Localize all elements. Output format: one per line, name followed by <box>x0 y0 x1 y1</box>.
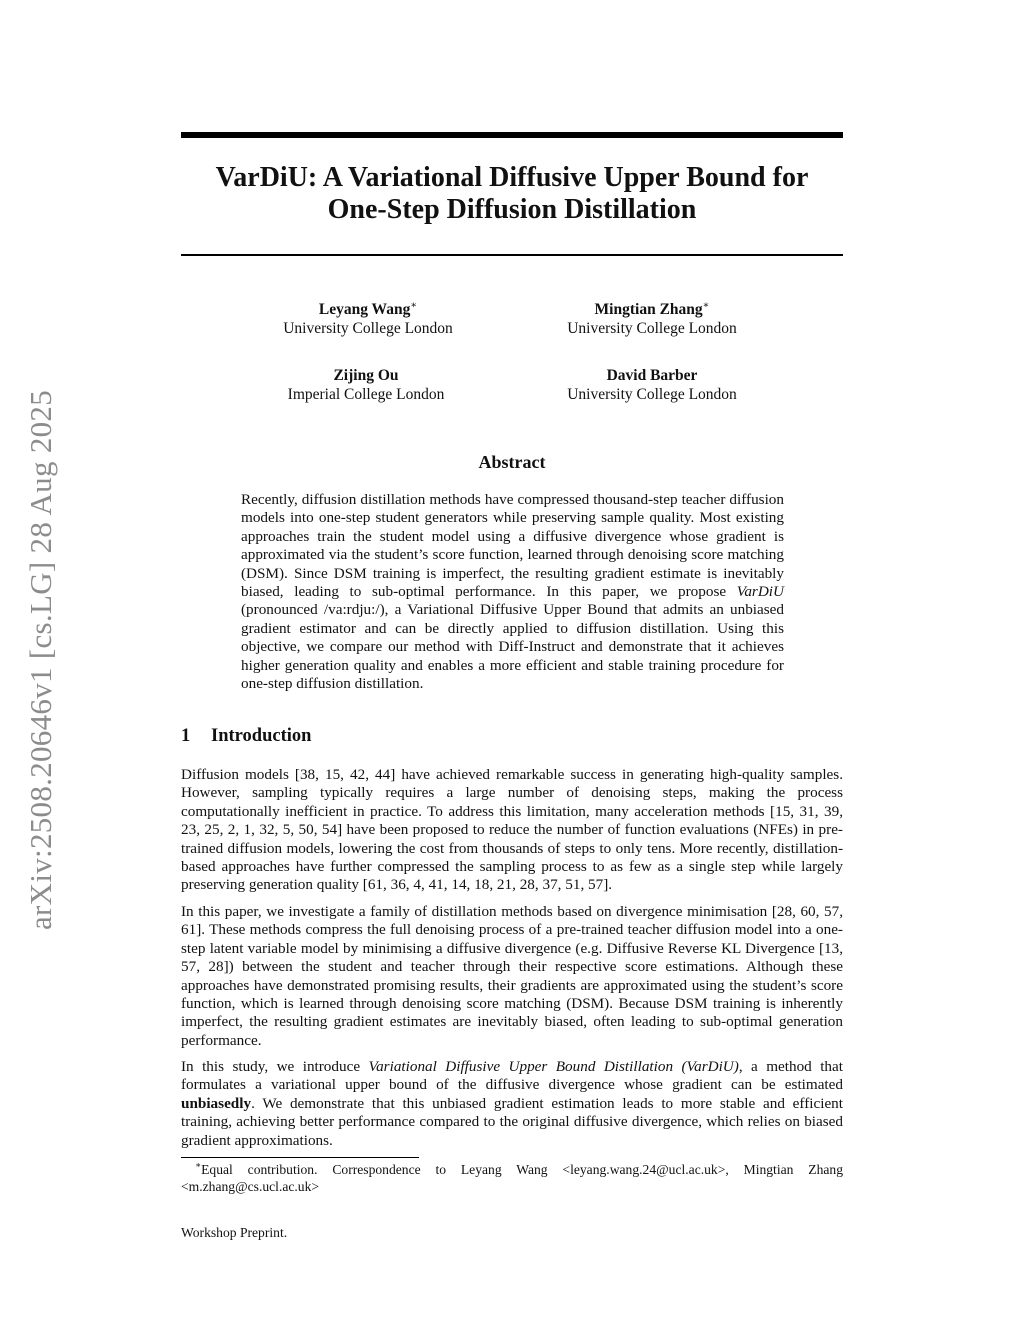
abstract-part-2: (pronounced /va:rdju:/), a Variational Diffusive Upper Bound that admits an unbiased gradient estimator and can be directly applied to diffusion distillation. Using this objective, we compare our method with Diff-Instruct and demonstrate that it achieves higher generation quality and enables a more efficient and stable training procedure for one-step diffusion distillation. <box>241 601 784 693</box>
section-title: Introduction <box>211 726 312 746</box>
author-name: David Barber <box>606 367 698 384</box>
abstract-text <box>241 491 784 693</box>
author-block <box>218 300 518 338</box>
arxiv-identifier: arXiv:2508.20646v1 [cs.LG] 28 Aug 2025 <box>23 389 58 931</box>
author-name-line <box>218 300 518 319</box>
p3-method-name: Variational Diffusive Upper Bound Distillation (VarDiU) <box>368 1058 739 1075</box>
equal-contribution-mark: ∗ <box>702 299 710 311</box>
author-block <box>502 300 802 338</box>
title-line-1: VarDiU: A Variational Diffusive Upper Bound for <box>215 162 809 193</box>
paper-title <box>181 162 843 226</box>
preprint-note: Workshop Preprint. <box>181 1225 288 1240</box>
section-number: 1 <box>181 726 191 746</box>
footnote-text: Equal contribution. Correspondence to Leyang Wang <leyang.wang.24@ucl.ac.uk>, Mingtian Zhang <m.zhang@cs.ucl.ac.uk> <box>181 1162 843 1194</box>
section-heading-introduction <box>181 726 311 747</box>
author-name: Zijing Ou <box>333 367 399 384</box>
abstract-part-1: Recently, diffusion distillation methods have compressed thousand-step teacher diffusion models into one-step student generators while preserving sample quality. Most existing approaches train the student model using a diffusive divergence whose gradient is approximated via the student’s score function, learned through denoising score matching (DSM). Since DSM training is imperfect, the resulting gradient estimate is inevitably biased, leading to sub-optimal performance. In this paper, we propose <box>241 491 784 601</box>
author-name: Mingtian Zhang <box>594 301 703 318</box>
footnote <box>181 1161 843 1195</box>
intro-paragraph-1: Diffusion models [38, 15, 42, 44] have achieved remarkable success in generating high-quality samples. However, sampling typically requires a large number of denoising steps, making the process computationally inefficient in practice. To address this limitation, many acceleration methods [15, 31, 39, 23, 25, 2, 1, 32, 5, 50, 54] have been proposed to reduce the number of function evaluations (NFEs) in pre-trained diffusion models, lowering the cost from thousands of steps to only tens. More recently, distillation-based approaches have further compressed the sampling process to as few as a single step while largely preserving generation quality [61, 36, 4, 41, 14, 18, 21, 28, 37, 51, 57]. <box>181 766 843 894</box>
title-bottom-rule <box>181 254 843 256</box>
author-affiliation: University College London <box>567 386 737 403</box>
author-affiliation: University College London <box>567 320 737 337</box>
p3-text-c: . We demonstrate that this unbiased gradient estimation leads to more stable and efficient training, achieving better performance compared to the original diffusive divergence, which relies on biased gradient approximations. <box>181 1094 843 1149</box>
p3-bold-term: unbiasedly <box>181 1094 252 1112</box>
title-line-2: One-Step Diffusion Distillation <box>327 194 697 225</box>
intro-paragraph-3 <box>181 1058 843 1150</box>
title-top-rule <box>181 132 843 138</box>
p3-text-a: In this study, we introduce <box>181 1058 369 1075</box>
author-name: Leyang Wang <box>318 301 411 318</box>
author-block <box>502 366 802 404</box>
p3-text-b: , a method that formulates a variational upper bound of the diffusive divergence whose gradient can be estimated <box>181 1058 843 1094</box>
author-block <box>216 366 516 404</box>
author-affiliation: University College London <box>283 320 453 337</box>
equal-contribution-mark: ∗ <box>410 299 418 311</box>
abstract-heading: Abstract <box>478 452 546 472</box>
intro-paragraph-2: In this paper, we investigate a family of distillation methods based on divergence minimisation [28, 60, 57, 61]. These methods compress the full denoising process of a pre-trained teacher diffusion model into a one-step latent variable model by minimising a diffusive divergence (e.g. Diffusive Reverse KL Divergence [13, 57, 28]) between the student and teacher through their respective score estimations. Although these approaches have demonstrated promising results, their gradients are approximated using the student’s score function, which is learned through denoising score matching (DSM). Because DSM training is inherently imperfect, the resulting gradient estimates are inevitably biased, often leading to sub-optimal generation performance. <box>181 903 843 1049</box>
footnote-rule <box>181 1157 419 1158</box>
method-name: VarDiU <box>736 583 784 601</box>
author-affiliation: Imperial College London <box>287 386 445 403</box>
footnote-mark: ∗ <box>195 1160 202 1171</box>
author-name-line <box>502 300 802 319</box>
